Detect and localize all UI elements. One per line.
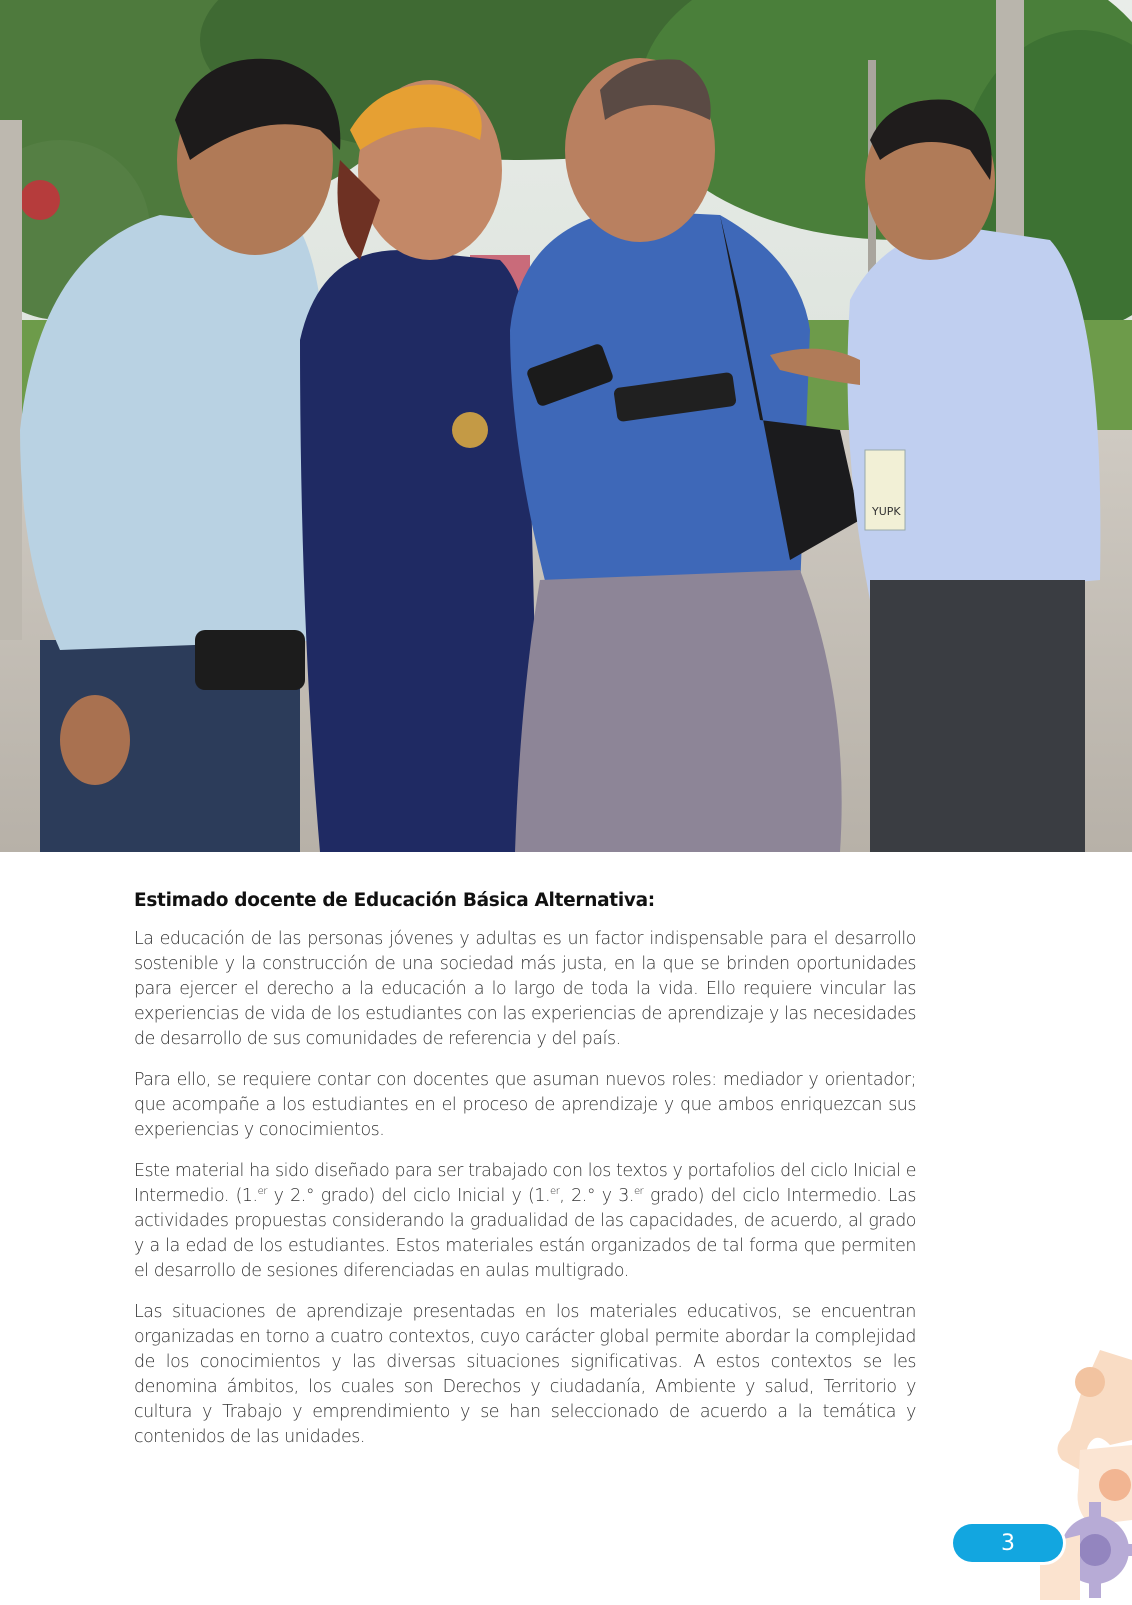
badge-text: YUPK — [872, 505, 901, 518]
paragraph-3-part-b: y 2.° grado) del ciclo Inicial y (1. — [267, 1186, 551, 1206]
paragraph-3 — [134, 1159, 916, 1284]
superscript-er: er — [257, 1186, 267, 1198]
puzzle-gears-icon — [1040, 1350, 1132, 1605]
paragraph-3-part-a: Este material ha sido diseñado para ser trabajado con los textos y portafolios del ciclo Inicial e Intermedio. (1. — [134, 1161, 916, 1206]
paragraph-3-part-d: grado) del ciclo Intermedio. Las actividades propuestas considerando la gradualidad de las capacidades, de acuerdo, al grado y a la edad de los estudiantes. Estos materiales están organizados de tal forma que permiten el desarrollo de sesiones diferenciadas en aulas multigrado. — [134, 1186, 916, 1281]
superscript-er: er — [550, 1186, 560, 1198]
paragraph-3-part-c: , 2.° y 3. — [559, 1186, 634, 1206]
page-number: 3 — [953, 1524, 1063, 1562]
letter-body — [134, 890, 916, 1466]
letter-heading: Estimado docente de Educación Básica Alternativa: — [134, 890, 655, 911]
paragraph-1: La educación de las personas jóvenes y adultas es un factor indispensable para el desarrollo sostenible y la construcción de una sociedad más justa, en la que se brinden oportunidades para ejercer el derecho a la educación a lo largo de toda la vida. Ello requiere vincular las experiencias de vida de los estudiantes con las experiencias de aprendizaje y las necesidades de desarrollo de sus comunidades de referencia y del país. — [134, 929, 916, 1049]
superscript-er: er — [633, 1186, 644, 1198]
paragraph-2: Para ello, se requiere contar con docentes que asuman nuevos roles: mediador y orientador; que acompañe a los estudiantes en el proceso de aprendizaje y que ambos enriquezcan sus experiencias y conocimientos. — [134, 1070, 916, 1140]
paragraph-4: Las situaciones de aprendizaje presentadas en los materiales educativos, se encuentran organizadas en torno a cuatro contextos, cuyo carácter global permite abordar la complejidad de los conocimientos y las diversas situaciones significativas. A estos contextos se les denomina ámbitos, los cuales son Derechos y ciudadanía, Ambiente y salud, Territorio y cultura y Trabajo y emprendimiento y se han seleccionado de acuerdo a la temática y contenidos de las unidades. — [134, 1302, 916, 1447]
